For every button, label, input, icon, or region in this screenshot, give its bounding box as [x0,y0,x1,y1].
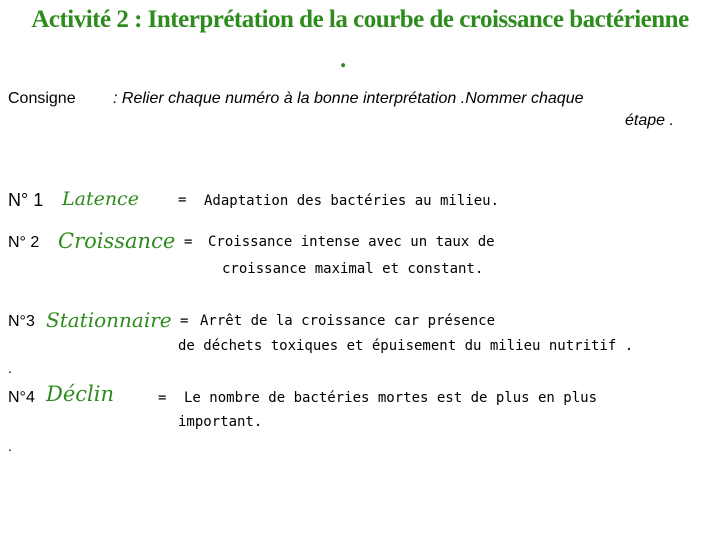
stage-stationnaire: Stationnaire [46,308,172,332]
page-title: Activité 2 : Interprétation de la courbe de croissance bactérienne [31,6,689,33]
equals-4: = [158,390,167,406]
stage-declin: Déclin [46,382,114,406]
consigne-text: : Relier chaque numéro à la bonne interprétation .Nommer chaque [113,90,584,107]
interpretation-4-line2: important. [178,414,263,430]
interpretation-3-line1: Arrêt de la croissance car présence [200,313,496,329]
bullet-dot-2: . [8,438,12,454]
item-number-2: N° 2 [8,234,40,251]
item-number-1: N° 1 [8,190,44,210]
equals-2: = [184,234,193,250]
item-number-3: N°3 [8,313,35,330]
title-dot: . [340,46,347,73]
interpretation-4-line1: Le nombre de bactéries mortes est de plus en plus [184,390,598,406]
consigne-text-end: étape . [625,112,674,129]
equals-3: = [180,313,189,329]
equals-1: = [178,192,187,208]
stage-croissance: Croissance [58,229,176,253]
interpretation-2-line1: Croissance intense avec un taux de [208,234,495,250]
stage-latence: Latence [62,188,139,210]
item-number-4: N°4 [8,389,35,406]
consigne-label: Consigne [8,90,76,107]
interpretation-1: Adaptation des bactéries au milieu. [204,193,500,209]
interpretation-2-line2: croissance maximal et constant. [222,261,484,277]
bullet-dot-1: . [8,360,12,376]
interpretation-3-line2: de déchets toxiques et épuisement du milieu nutritif . [178,338,634,354]
